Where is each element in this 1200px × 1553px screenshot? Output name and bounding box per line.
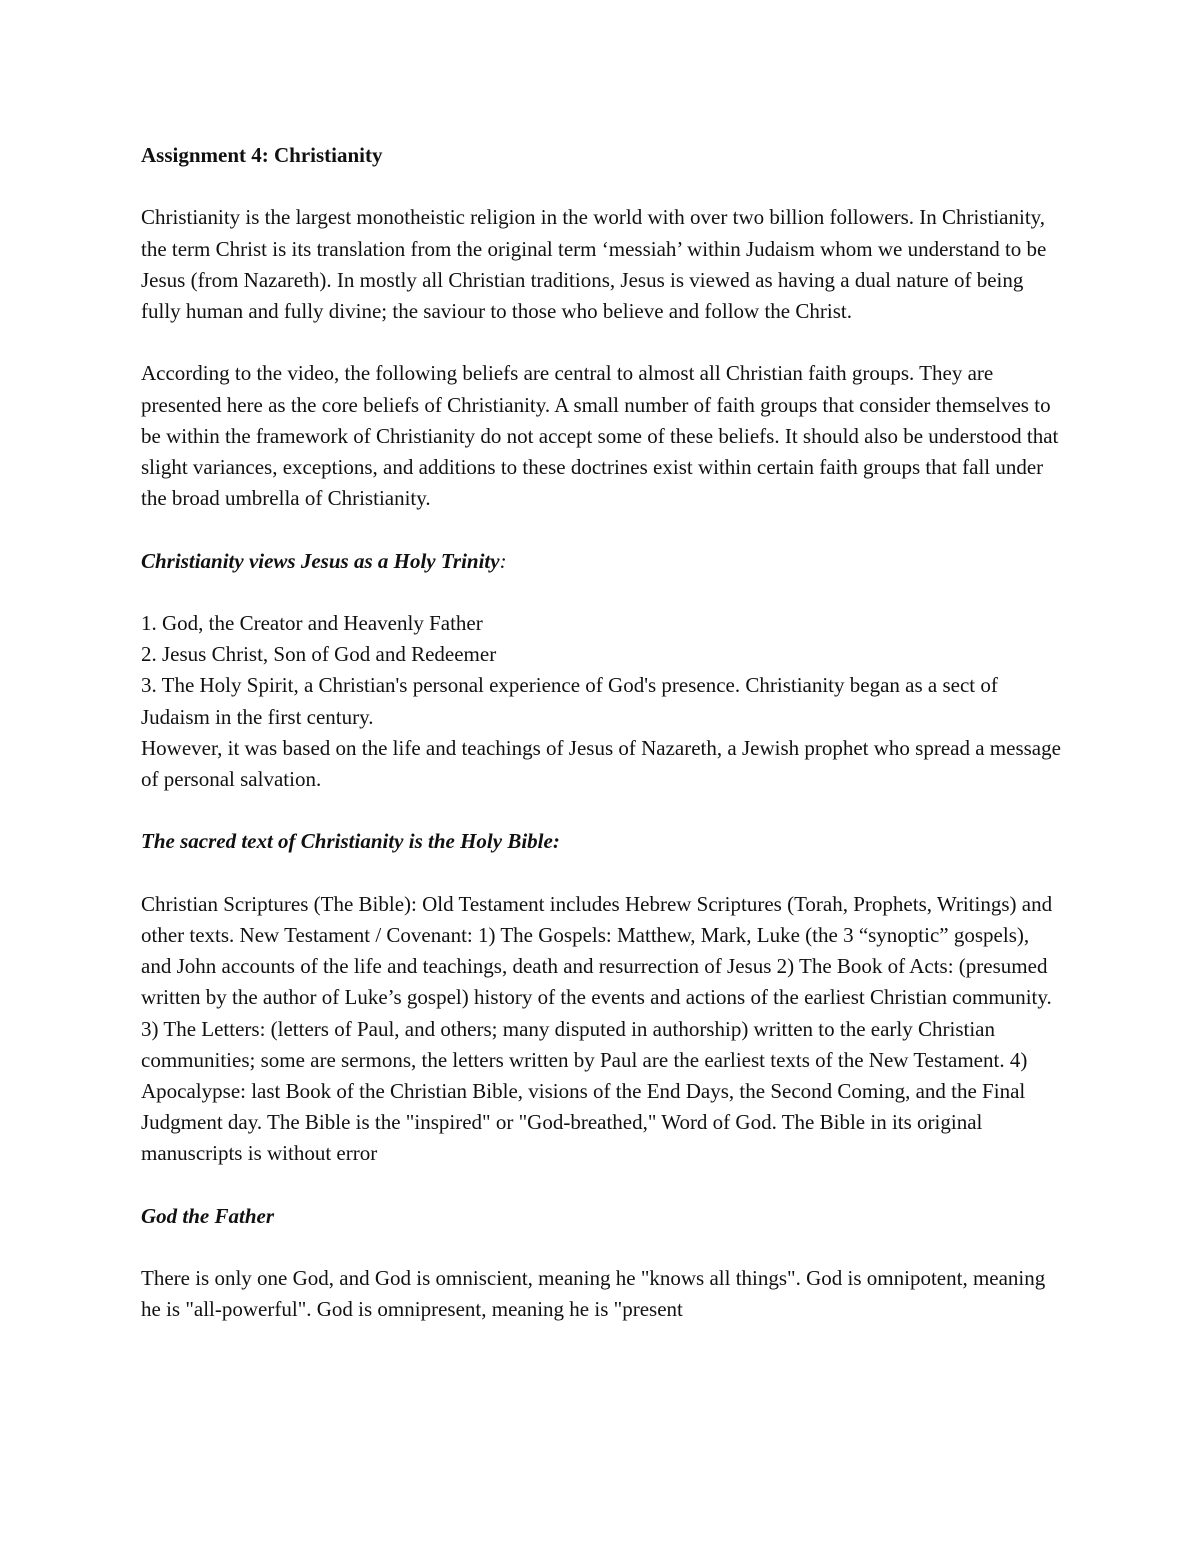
bible-paragraph: Christian Scriptures (The Bible): Old Testament includes Hebrew Scriptures (Torah, Prophets, Writings) and other texts. New Testament / Covenant: 1) The Gospels: Matthew, Mark, Luke (the 3 “synoptic” gospels), and John accounts of the life and teachings, death and resurrection of Jesus 2) The Book of Acts: (presumed written by the author of Luke’s gospel) history of the events and actions of the earliest Christian community. 3) The Letters: (letters of Paul, and others; many disputed in authorship) written to the early Christian communities; some are sermons, the letters written by Paul are the earliest texts of the New Testament. 4) Apocalypse: last Book of the Christian Bible, visions of the End Days, the Second Coming, and the Final Judgment day. The Bible is the "inspired" or "God-breathed," Word of God. The Bible in its original manuscripts is without error bbox=[141, 891, 1053, 1166]
trinity-item-1: 1. God, the Creator and Heavenly Father bbox=[141, 610, 483, 635]
document-title: Assignment 4: Christianity bbox=[141, 143, 383, 167]
spacer bbox=[141, 577, 1061, 608]
bible-heading: The sacred text of Christianity is the Holy Bible: bbox=[141, 829, 560, 854]
spacer bbox=[141, 1232, 1061, 1263]
spacer bbox=[141, 327, 1061, 358]
trinity-heading bbox=[141, 546, 1061, 577]
spacer bbox=[141, 514, 1061, 545]
trinity-item-2: 2. Jesus Christ, Son of God and Redeemer bbox=[141, 642, 497, 667]
document-body bbox=[141, 140, 1061, 1326]
beliefs-paragraph: According to the video, the following beliefs are central to almost all Christian faith groups. They are presented here as the core beliefs of Christianity. A small number of faith groups that consider themselves to be within the framework of Christianity do not accept some of these beliefs. It should also be understood that slight variances, exceptions, and additions to these doctrines exist within certain faith groups that fall under the broad umbrella of Christianity. bbox=[141, 361, 1059, 511]
spacer bbox=[141, 171, 1061, 202]
trinity-item-3: 3. The Holy Spirit, a Christian's personal experience of God's presence. Christianity began as a sect of Judaism in the first century. bbox=[141, 673, 998, 729]
father-paragraph: There is only one God, and God is omniscient, meaning he "knows all things". God is omnipotent, meaning he is "all-powerful". God is omnipresent, meaning he is "present bbox=[141, 1266, 1046, 1322]
intro-paragraph: Christianity is the largest monotheistic religion in the world with over two billion followers. In Christianity, the term Christ is its translation from the original term ‘messiah’ within Judaism whom we understand to be Jesus (from Nazareth). In mostly all Christian traditions, Jesus is viewed as having a dual nature of being fully human and fully divine; the saviour to those who believe and follow the Christ. bbox=[141, 205, 1047, 323]
father-heading: God the Father bbox=[141, 1203, 275, 1228]
spacer bbox=[141, 795, 1061, 826]
trinity-heading-text: Christianity views Jesus as a Holy Trinity bbox=[141, 548, 500, 573]
spacer bbox=[141, 858, 1061, 889]
trinity-followup: However, it was based on the life and teachings of Jesus of Nazareth, a Jewish prophet who spread a message of personal salvation. bbox=[141, 735, 1061, 791]
spacer bbox=[141, 1170, 1061, 1201]
trinity-heading-colon: : bbox=[499, 548, 507, 573]
trinity-list bbox=[141, 608, 1061, 795]
